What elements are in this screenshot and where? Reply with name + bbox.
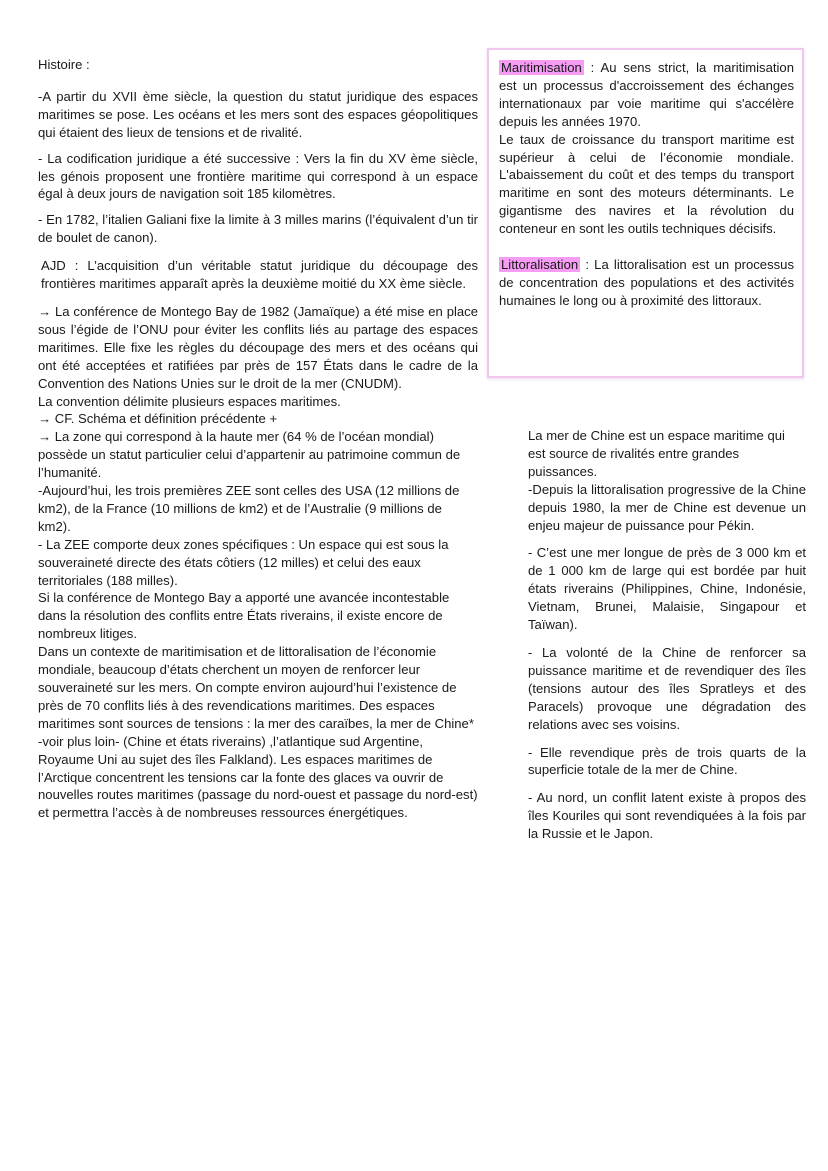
paragraph-galiani: - En 1782, l’italien Galiani fixe la limite à 3 milles marins (l’équivalent d’un tir de boulet de canon). [38, 212, 478, 246]
definition-littoralisation [499, 256, 794, 310]
china-sea-column [528, 427, 806, 843]
paragraph-codification: - La codification juridique a été successive : Vers la fin du XV ème siècle, les génois proposent une frontière maritime qui correspond à un espace égal à deux jours de navigation soit 185 kilomètres. [38, 150, 478, 202]
term-littoralisation: Littoralisation [501, 257, 579, 273]
definition-maritimisation-text: : Au sens strict, la maritimisation est un processus d'accroissement des échanges internationaux par voie maritime qui s'accélère depuis les années 1970. [499, 60, 794, 129]
term-maritimisation: Maritimisation [501, 60, 582, 75]
definitions-box [487, 48, 804, 378]
paragraph-convention: La convention délimite plusieurs espaces maritimes. [38, 393, 341, 409]
china-sea-dimensions: - C’est une mer longue de près de 3 000 km et de 1 000 km de large qui est bordée par huit états riverains (Philippines, Chine, Indonésie, Vietnam, Brunei, Malaisie, Singapour et Taïwan). [528, 545, 806, 633]
paragraph-montego-bay: → La conférence de Montego Bay de 1982 (Jamaïque) a été mise en place sous l’égide de l’ONU pour éviter les conflits liés au partage des espaces maritimes. Elle fixe les règles du découpage des mers et des océans qui ont été acceptées et ratifiées par près de 157 États dans le cadre de la Convention des Nations Unies sur le droit de la mer (CNUDM). [38, 303, 478, 391]
history-heading: Histoire : [38, 57, 90, 72]
definition-maritimisation-details: Le taux de croissance du transport maritime est supérieur à celui de l’économie mondiale. L'abaissement du coût et des temps du transport maritime en sont des moteurs déterminants. Le gigantisme des navires et la révolution du conteneur en sont les outils techniques décisifs. [499, 131, 794, 237]
kuril-islands-conflict: - Au nord, un conflit latent existe à propos des îles Kouriles qui sont revendiquées à la fois par la Russie et le Japon. [528, 790, 806, 842]
definition-littoralisation-text: : La littoralisation est un processus de concentration des populations et des activités humaines le long ou à proximité des littoraux. [499, 257, 794, 308]
definition-maritimisation [499, 59, 794, 131]
china-sea-intro: La mer de Chine est un espace maritime qui est source de rivalités entre grandes puissances. [528, 428, 785, 479]
paragraph-high-sea: → La zone qui correspond à la haute mer (64 % de l’océan mondial) possède un statut particulier celui d’appartenir au patrimoine commun de l’humanité. [38, 429, 461, 481]
paragraph-17th-century: -A partir du XVII ème siècle, la question du statut juridique des espaces maritimes se pose. Les océans et les mers sont des espaces géopolitiques qui étaient des lieux de tensions et de rivalité. [38, 88, 478, 140]
paragraph-cf-schema: → CF. Schéma et définition précédente + [38, 411, 278, 427]
paragraph-zee-ranking: -Aujourd’hui, les trois premières ZEE sont celles des USA (12 millions de km2), de la France (10 millions de km2) et de l’Australie (9 millions de km2). [38, 483, 460, 534]
history-column [38, 56, 478, 822]
paragraph-ajd: AJD : L’acquisition d’un véritable statut juridique du découpage des frontières maritimes apparaît après la deuxième moitié du XX ème siècle. [41, 258, 478, 292]
paragraph-tensions: Dans un contexte de maritimisation et de littoralisation de l’économie mondiale, beaucoup d’états cherchent un moyen de renforcer leur souveraineté sur les mers. On compte environ aujourd’hui l’existence de près de 70 conflits liés à des revendications maritimes. Des espaces maritimes sont sources de tensions : la mer des caraïbes, la mer de Chine* -voir plus loin- (Chine et états riverains) ,l’atlantique sud Argentine, Royaume Uni au sujet des îles Falkland). Les espaces maritimes de l’Arctique concentrent les tensions car la fonte des glaces va ouvrir de nouvelles routes maritimes (passage du nord-ouest et passage du nord-est) et permettra l’accès à de nombreuses ressources énergétiques. [38, 644, 478, 821]
paragraph-litigation: Si la conférence de Montego Bay a apporté une avancée incontestable dans la résolution des conflits entre États riverains, il existe encore de nombreux litiges. [38, 590, 450, 642]
china-sea-littoralisation: -Depuis la littoralisation progressive de la Chine depuis 1980, la mer de Chine est devenue un enjeu majeur de puissance pour Pékin. [528, 481, 806, 533]
china-sea-claims: - Elle revendique près de trois quarts de la superficie totale de la mer de Chine. [528, 744, 806, 778]
paragraph-zee-zones: - La ZEE comporte deux zones spécifiques : Un espace qui est sous la souveraineté directe des états côtiers (12 milles) et celui des eaux territoriales (188 milles). [38, 536, 449, 588]
china-sea-power: - La volonté de la Chine de renforcer sa puissance maritime et de revendiquer des îles (tensions autour des îles Spratleys et des Paracels) provoque une dégradation des relations avec ses voisins. [528, 644, 806, 732]
